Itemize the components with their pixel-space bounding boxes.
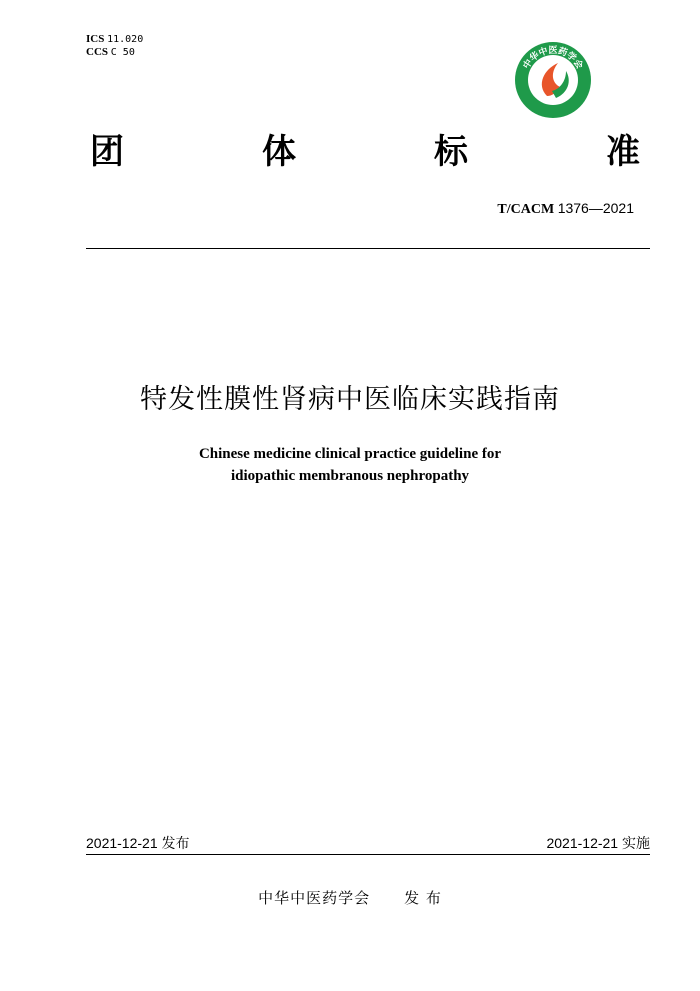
ccs-value: C 50 — [110, 47, 135, 58]
ccs-code — [86, 46, 143, 59]
bottom-divider — [86, 854, 650, 855]
standard-type-char: 团 — [90, 132, 124, 172]
english-title-line: idiopathic membranous nephropathy — [230, 468, 470, 484]
publisher-action: 发 布 — [404, 889, 442, 907]
standard-number-suffix: 1376—2021 — [557, 200, 634, 216]
standard-number — [497, 200, 634, 218]
document-title-chinese: 特发性膜性肾病中医临床实践指南 — [140, 384, 560, 415]
publisher — [0, 887, 700, 908]
standard-type-char: 体 — [262, 132, 296, 172]
publish-date: 2021-12-21 发布 — [86, 835, 190, 851]
standard-type — [90, 128, 640, 176]
standard-type-char: 标 — [434, 132, 468, 172]
english-title-line: Chinese medicine clinical practice guideline for — [198, 446, 502, 462]
ics-code — [86, 33, 143, 46]
implement-date: 2021-12-21 实施 — [546, 835, 650, 851]
standard-type-char: 准 — [606, 132, 640, 172]
document-title-english — [0, 443, 700, 487]
ccs-label: CCS — [86, 46, 109, 58]
top-divider — [86, 248, 650, 249]
standard-number-prefix: T/CACM — [497, 202, 555, 217]
publisher-name: 中华中医药学会 — [258, 889, 371, 907]
ics-value: 11.020 — [107, 34, 144, 45]
classification-codes — [86, 33, 143, 59]
association-seal-icon — [514, 41, 592, 119]
association-logo — [514, 41, 592, 119]
ics-label: ICS — [86, 33, 105, 45]
logo-arc-text: 中华中医药学会 — [521, 46, 585, 71]
